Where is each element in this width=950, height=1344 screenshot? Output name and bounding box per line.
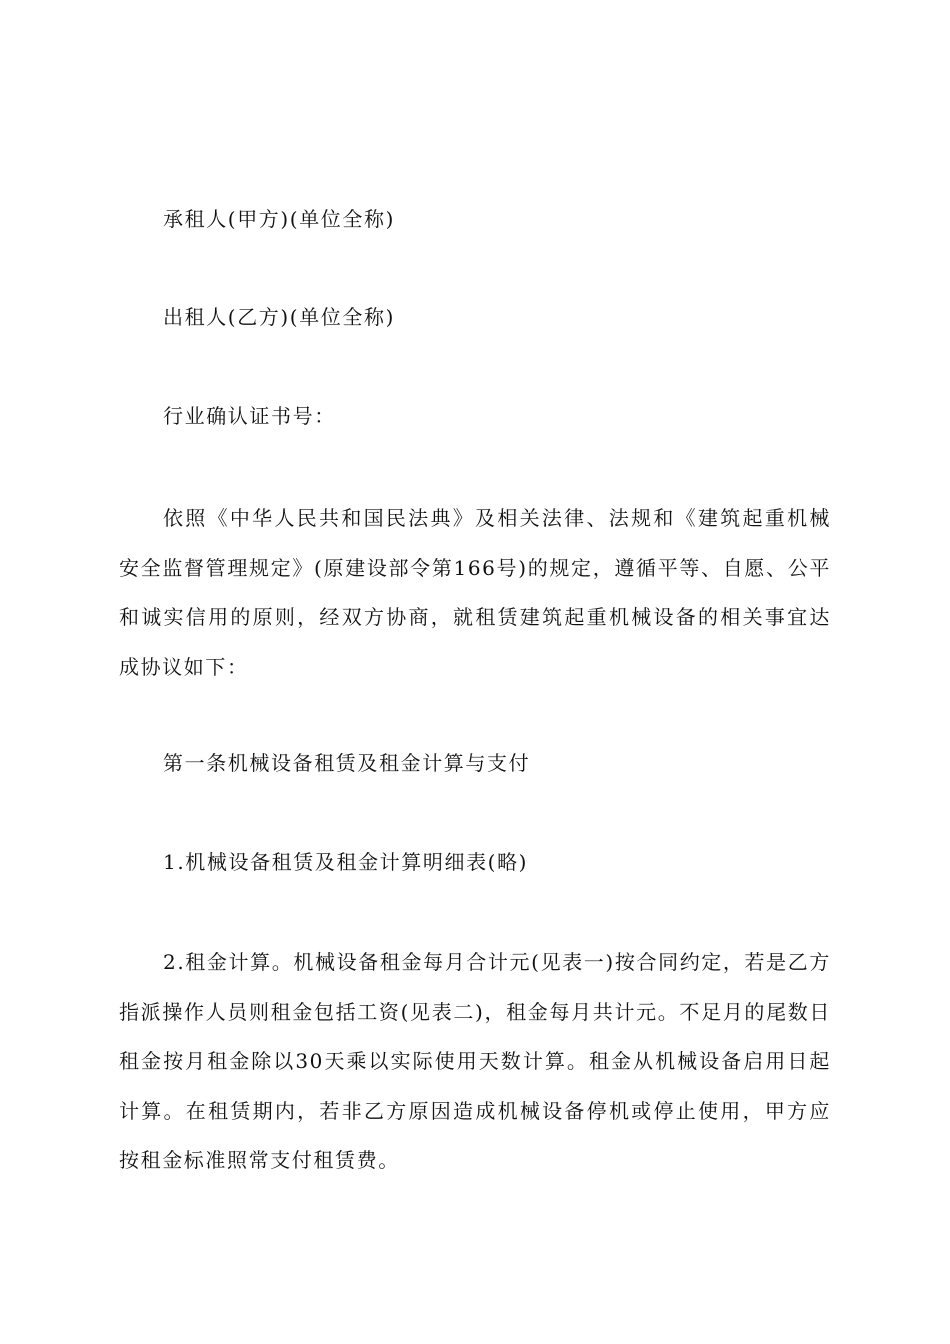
certificate-number-line: 行业确认证书号： bbox=[163, 404, 336, 428]
lessee-line: 承租人(甲方)(单位全称) bbox=[163, 207, 396, 231]
lessor-line: 出租人(乙方)(单位全称) bbox=[163, 305, 396, 329]
article-1-heading: 第一条机械设备租赁及租金计算与支付 bbox=[163, 751, 531, 775]
article-1-item-2: 2.租金计算。机械设备租金每月合计元(见表一)按合同约定，若是乙方指派操作人员则租金包括工资(见表二)，租金每月共计元。不足月的尾数日租金按月租金除以30天乘以实际使用天数计算。租金从机械设备启用日起计算。在租赁期内，若非乙方原因造成机械设备停机或停止使用，甲方应按租金标准照常支付租赁费。 bbox=[119, 950, 831, 1172]
article-1-item-1: 1.机械设备租赁及租金计算明细表(略) bbox=[163, 850, 529, 874]
legal-basis-paragraph: 依照《中华人民共和国民法典》及相关法律、法规和《建筑起重机械安全监督管理规定》(原建设部令第166号)的规定，遵循平等、自愿、公平和诚实信用的原则，经双方协商，就租赁建筑起重机械设备的相关事宜达成协议如下： bbox=[119, 506, 831, 679]
